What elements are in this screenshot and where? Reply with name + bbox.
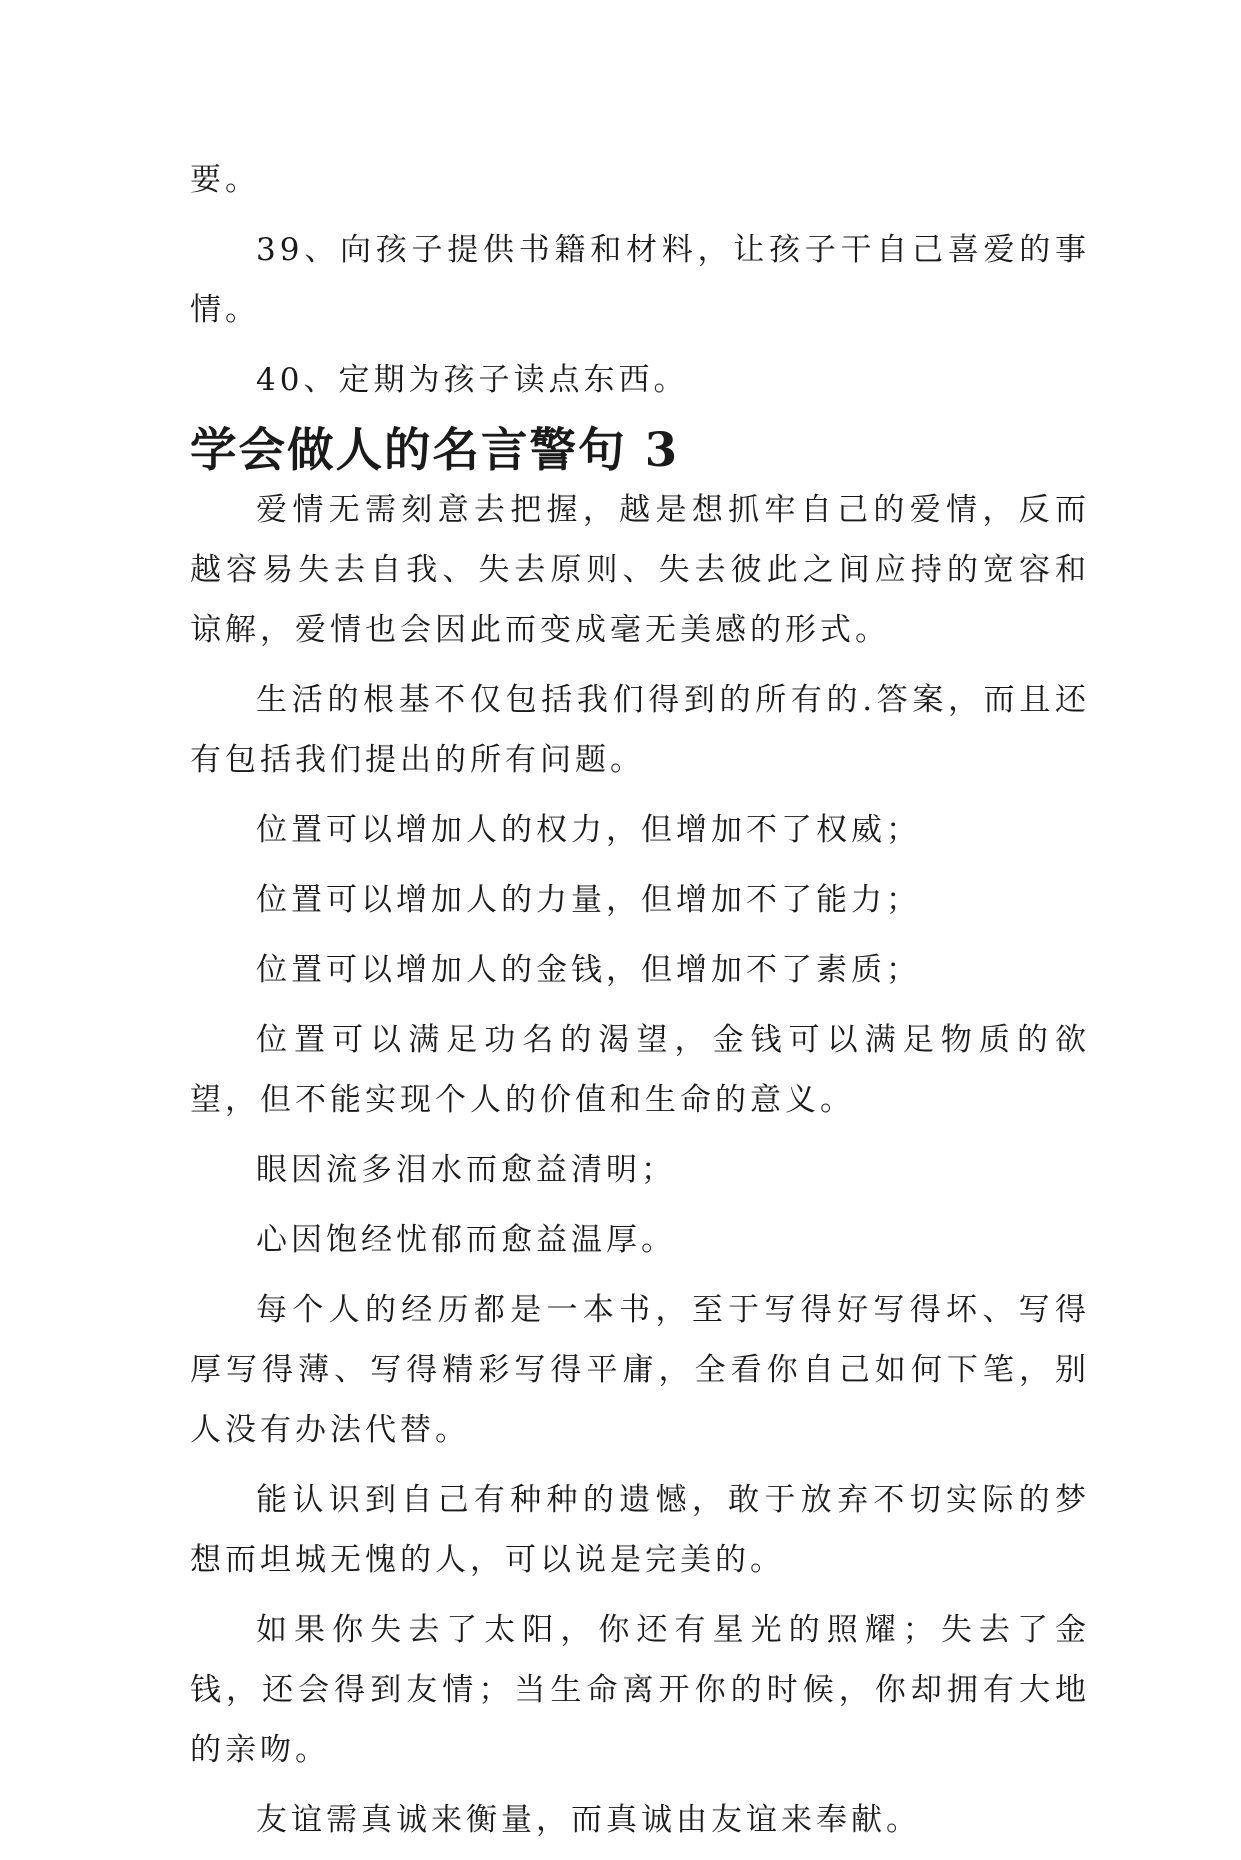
quote-paragraph: 能认识到自己有种种的遗憾，敢于放弃不切实际的梦想而坦城无愧的人，可以说是完美的。 xyxy=(190,1482,1090,1578)
quote-paragraph: 位置可以增加人的权力，但增加不了权威； xyxy=(256,812,921,848)
quote-paragraph: 如果你失去了太阳，你还有星光的照耀；失去了金钱，还会得到友情；当生命离开你的时候，你却拥有大地的亲吻。 xyxy=(190,1612,1090,1768)
quote-paragraph: 心因饱经忧郁而愈益温厚。 xyxy=(256,1222,676,1258)
quote-paragraph: 位置可以增加人的金钱，但增加不了素质； xyxy=(256,952,921,988)
quote-paragraph: 生活的根基不仅包括我们得到的所有的.答案，而且还有包括我们提出的所有问题。 xyxy=(190,682,1090,778)
section-title: 学会做人的名言警句 3 xyxy=(190,422,680,477)
list-item: 39、向孩子提供书籍和材料，让孩子干自己喜爱的事情。 xyxy=(190,232,1090,328)
document-body xyxy=(190,150,1090,1860)
quote-paragraph: 每个人的经历都是一本书，至于写得好写得坏、写得厚写得薄、写得精彩写得平庸，全看你自己如何下笔，别人没有办法代替。 xyxy=(190,1292,1090,1448)
quote-paragraph: 眼因流多泪水而愈益清明； xyxy=(256,1152,676,1188)
list-item: 40、定期为孩子读点东西。 xyxy=(256,362,689,398)
quote-paragraph: 友谊需真诚来衡量，而真诚由友谊来奉献。 xyxy=(256,1802,921,1838)
quote-paragraph: 位置可以满足功名的渴望，金钱可以满足物质的欲望，但不能实现个人的价值和生命的意义。 xyxy=(190,1022,1090,1118)
quote-paragraph: 位置可以增加人的力量，但增加不了能力； xyxy=(256,882,921,918)
quote-paragraph: 爱情无需刻意去把握，越是想抓牢自己的爱情，反而越容易失去自我、失去原则、失去彼此之间应持的宽容和谅解，爱情也会因此而变成毫无美感的形式。 xyxy=(190,492,1090,648)
continuation-text: 要。 xyxy=(190,162,260,198)
